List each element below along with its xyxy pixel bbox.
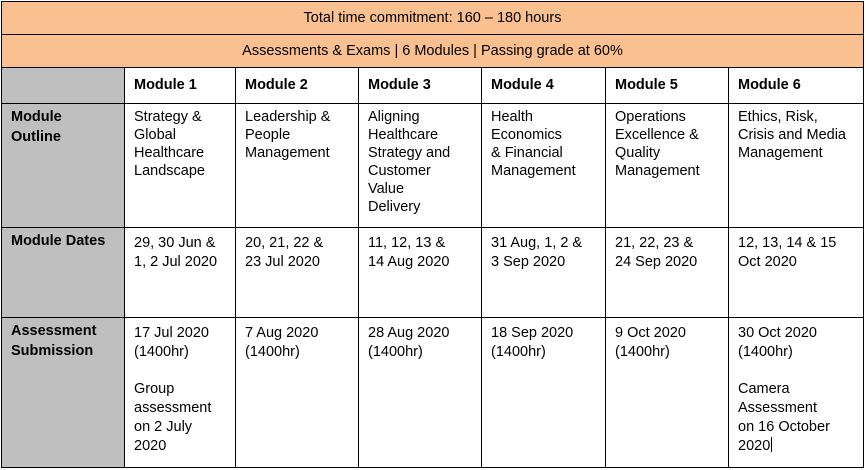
assessment-date-line: 7 Aug 2020	[245, 325, 319, 341]
assessment-note-line: Camera	[738, 381, 790, 397]
module-5-dates	[606, 228, 729, 318]
outline-line: Leadership &	[245, 109, 331, 125]
module-header-5: Module 5	[606, 68, 729, 104]
program-schedule-table	[1, 1, 864, 468]
module-outline-row	[2, 104, 864, 228]
date-line: 14 Aug 2020	[368, 254, 450, 270]
outline-line: Global	[134, 127, 176, 143]
date-line: 1, 2 Jul 2020	[134, 254, 218, 270]
module-2-outline	[236, 104, 359, 228]
note-spacer	[738, 362, 854, 380]
assessment-date-line: (1400hr)	[134, 344, 189, 360]
outline-line: Strategy &	[134, 109, 202, 125]
time-commitment-banner: Total time commitment: 160 – 180 hours	[2, 2, 864, 35]
row-header-dates	[2, 228, 125, 318]
date-line: 3 Sep 2020	[491, 254, 566, 270]
assessment-date-line: (1400hr)	[491, 344, 546, 360]
row-header-assessment	[2, 318, 125, 468]
assessment-note-line: assessment	[134, 400, 212, 416]
module-2-dates	[236, 228, 359, 318]
date-line: 12, 13, 14 & 15	[738, 235, 837, 251]
assessments-row	[2, 35, 864, 68]
row-header-line: Outline	[11, 129, 61, 145]
assessment-date-line: (1400hr)	[245, 344, 300, 360]
assessment-date-line: 30 Oct 2020	[738, 325, 817, 341]
outline-line: Management	[491, 163, 576, 179]
assessment-note-line: Assessment	[738, 400, 817, 416]
assessment-note-line: on 16 October	[738, 419, 830, 435]
outline-line: Strategy and	[368, 145, 451, 161]
module-header-1: Module 1	[125, 68, 236, 104]
outline-line: Operations	[615, 109, 686, 125]
date-line: 21, 22, 23 &	[615, 235, 694, 251]
row-header-line: Submission	[11, 343, 94, 359]
module-4-outline	[482, 104, 606, 228]
module-6-outline	[729, 104, 864, 228]
module-1-outline	[125, 104, 236, 228]
module-4-assessment	[482, 318, 606, 468]
text-cursor	[771, 437, 772, 452]
module-2-assessment	[236, 318, 359, 468]
assessment-note-line: Group	[134, 381, 175, 397]
module-1-dates	[125, 228, 236, 318]
outline-line: Delivery	[368, 199, 421, 215]
assessment-note-line: on 2 July	[134, 419, 193, 435]
module-3-outline	[359, 104, 482, 228]
outline-line: Management	[738, 145, 823, 161]
row-header-line: Module Dates	[11, 233, 106, 249]
outline-line: Management	[245, 145, 330, 161]
assessment-note-line: 2020	[738, 438, 771, 454]
assessment-date-line: 18 Sep 2020	[491, 325, 574, 341]
outline-line: Landscape	[134, 163, 205, 179]
assessment-date-line: 17 Jul 2020	[134, 325, 209, 341]
row-header-line: Assessment	[11, 323, 97, 339]
outline-line: Excellence &	[615, 127, 699, 143]
outline-line: People	[245, 127, 291, 143]
module-header-4: Module 4	[482, 68, 606, 104]
outline-line: Customer	[368, 163, 431, 179]
assessment-date-line: 9 Oct 2020	[615, 325, 686, 341]
row-header-outline	[2, 104, 125, 228]
outline-line: Crisis and Media	[738, 127, 846, 143]
outline-line: Management	[615, 163, 700, 179]
date-line: 31 Aug, 1, 2 &	[491, 235, 583, 251]
note-spacer	[134, 362, 226, 380]
date-line: 29, 30 Jun &	[134, 235, 216, 251]
assessment-note-line: 2020	[134, 438, 167, 454]
date-line: 20, 21, 22 &	[245, 235, 324, 251]
outline-line: Value	[368, 181, 405, 197]
date-line: 23 Jul 2020	[245, 254, 320, 270]
module-header-3: Module 3	[359, 68, 482, 104]
time-commitment-row	[2, 2, 864, 35]
module-3-dates	[359, 228, 482, 318]
assessments-banner: Assessments & Exams | 6 Modules | Passing grade at 60%	[2, 35, 864, 68]
module-header-2: Module 2	[236, 68, 359, 104]
module-5-assessment	[606, 318, 729, 468]
assessment-date-line: (1400hr)	[738, 344, 793, 360]
date-line: Oct 2020	[738, 254, 797, 270]
module-header-row	[2, 68, 864, 104]
module-5-outline	[606, 104, 729, 228]
outline-line: Health	[491, 109, 533, 125]
module-1-assessment	[125, 318, 236, 468]
assessment-date-line: (1400hr)	[615, 344, 670, 360]
module-6-dates	[729, 228, 864, 318]
date-line: 11, 12, 13 &	[368, 235, 446, 251]
module-3-assessment	[359, 318, 482, 468]
outline-line: Quality	[615, 145, 661, 161]
outline-line: Healthcare	[368, 127, 439, 143]
outline-line: Ethics, Risk,	[738, 109, 818, 125]
module-header-6: Module 6	[729, 68, 864, 104]
outline-line: Healthcare	[134, 145, 205, 161]
assessment-date-line: 28 Aug 2020	[368, 325, 450, 341]
row-header-line: Module	[11, 109, 62, 125]
module-6-assessment	[729, 318, 864, 468]
assessment-row	[2, 318, 864, 468]
assessment-date-line: (1400hr)	[368, 344, 423, 360]
date-line: 24 Sep 2020	[615, 254, 698, 270]
corner-cell	[2, 68, 125, 104]
outline-line: Economics	[491, 127, 562, 143]
module-4-dates	[482, 228, 606, 318]
outline-line: & Financial	[491, 145, 563, 161]
outline-line: Aligning	[368, 109, 420, 125]
module-dates-row	[2, 228, 864, 318]
